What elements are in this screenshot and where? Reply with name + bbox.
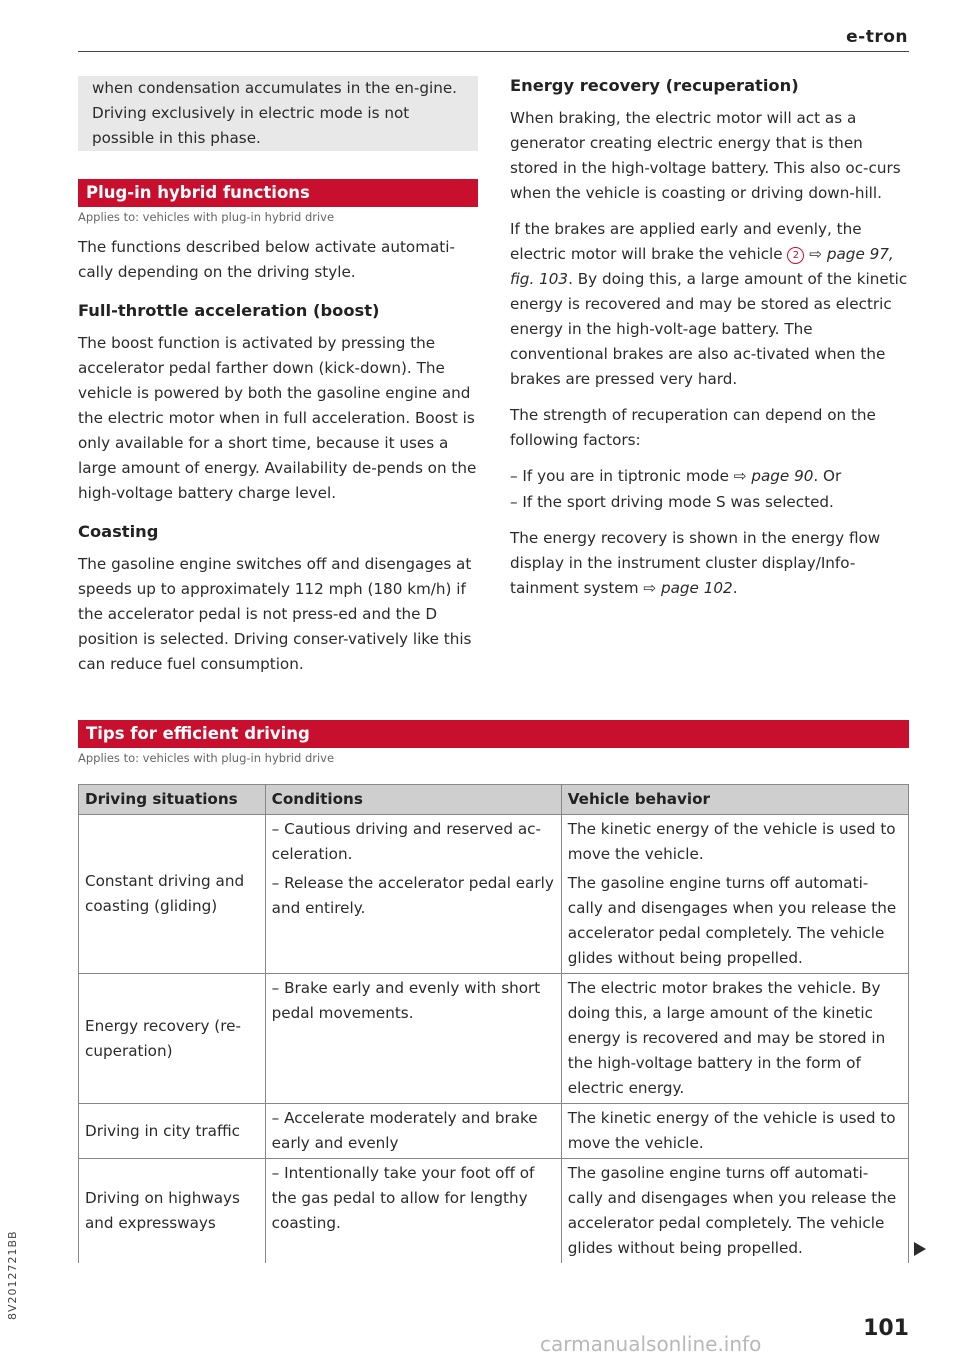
callout-number-icon: 2 [787,247,804,264]
note-box [78,76,478,151]
table-row [79,974,909,1104]
table-row [79,815,909,974]
situation-cell: Driving on highways and expressways [79,1159,266,1264]
boost-paragraph: The boost function is activated by pressing the accelerator pedal farther down (kick-down). The vehicle is powered by both the gasoline engine and the electric motor when in full acceleration. Boost is only available for a short time, because it uses a large amount of energy. Availability de-pends on the high-voltage battery charge level. [78,334,477,502]
coasting-paragraph: The gasoline engine switches off and disengages at speeds up to approximately 112 mph (180 km/h) if the accelerator pedal is not press-ed and the D position is selected. Driving conser-vatively like this can reduce fuel consumption. [78,555,472,673]
column-header: Driving situations [79,785,266,815]
efficient-driving-table [78,784,909,1263]
coasting-heading: Coasting [78,522,159,541]
left-column [78,76,478,688]
page-reference-link[interactable]: ⇨ page 102 [643,579,733,597]
table-header-row [79,785,909,815]
column-header: Vehicle behavior [561,785,908,815]
plugin-hybrid-heading: Plug-in hybrid functions [78,179,478,207]
table-row [79,1159,909,1264]
energy-display-paragraph: The energy recovery is shown in the energy flow display in the instrument cluster display/Info-tainment system ⇨ page 102. [510,529,881,597]
page-reference-link[interactable]: ⇨ page 90 [733,467,814,485]
right-column [510,76,910,612]
document-code: 8V2012721BB [6,1230,19,1320]
section-title: e-tron [846,27,908,47]
column-header: Conditions [265,785,561,815]
continue-arrow-icon [914,1242,926,1256]
recuperation-paragraph: When braking, the electric motor will act as a generator creating electric energy that is then stored in the high-voltage battery. This also oc-curs when the vehicle is coasting or driving down-hill. [510,109,901,202]
situation-cell: Driving in city traffic [79,1104,266,1159]
brake-paragraph: If the brakes are applied early and evenly, the electric motor will brake the vehicle 2 ⇨ page 97, fig. 103. By doing this, a large amount of the kinetic energy is recovered and may be stored as electric energy in the high-volt-age battery. The conventional brakes are also ac-tivated when the brakes are pressed very hard. [510,220,908,388]
situation-cell: Constant driving and coasting (gliding) [79,815,266,974]
intro-text: when condensation accumulates in the en-gine. Driving exclusively in electric mode is not possible in this phase. [92,79,458,147]
situation-cell: Energy recovery (re-cuperation) [79,974,266,1104]
tips-heading: Tips for efficient driving [78,720,909,748]
plugin-intro-paragraph: The functions described below activate automati-cally depending on the driving style. [78,238,455,281]
behavior-cell: The electric motor brakes the vehicle. By doing this, a large amount of the kinetic energy is recovered and may be stored in the high-voltage battery in the form of electric energy. [561,974,908,1104]
behavior-cell: The kinetic energy of the vehicle is used to move the vehicle. [561,1104,908,1159]
conditions-cell: – Cautious driving and reserved ac-celeration. – Release the accelerator pedal early and entirely. [265,815,561,974]
conditions-cell: – Intentionally take your foot off of the gas pedal to allow for lengthy coasting. [265,1159,561,1264]
page-reference-link[interactable]: ⇨ page 97, fig. 103 [510,245,894,288]
factor-item: – If you are in tiptronic mode ⇨ page 90. Or [510,467,842,485]
factors-paragraph: The strength of recuperation can depend on the following factors: [510,406,876,449]
page-number: 101 [863,1316,909,1341]
tips-section [78,720,909,776]
applies-note: Applies to: vehicles with plug-in hybrid drive [78,210,335,224]
table-row [79,1104,909,1159]
conditions-cell: – Brake early and evenly with short pedal movements. [265,974,561,1104]
boost-heading: Full-throttle acceleration (boost) [78,301,380,320]
recuperation-heading: Energy recovery (recuperation) [510,76,799,95]
watermark: carmanualsonline.info [540,1332,762,1356]
behavior-cell: The kinetic energy of the vehicle is used to move the vehicle. The gasoline engine turns off automati-cally and disengages when you release the accelerator pedal completely. The vehicle glides without being propelled. [561,815,908,974]
behavior-cell: The gasoline engine turns off automati-cally and disengages when you release the accelerator pedal completely. The vehicle glides without being propelled. [561,1159,908,1264]
conditions-cell: – Accelerate moderately and brake early and evenly [265,1104,561,1159]
applies-note: Applies to: vehicles with plug-in hybrid drive [78,751,335,765]
header-rule [78,51,909,52]
factor-item: – If the sport driving mode S was selected. [510,493,834,511]
